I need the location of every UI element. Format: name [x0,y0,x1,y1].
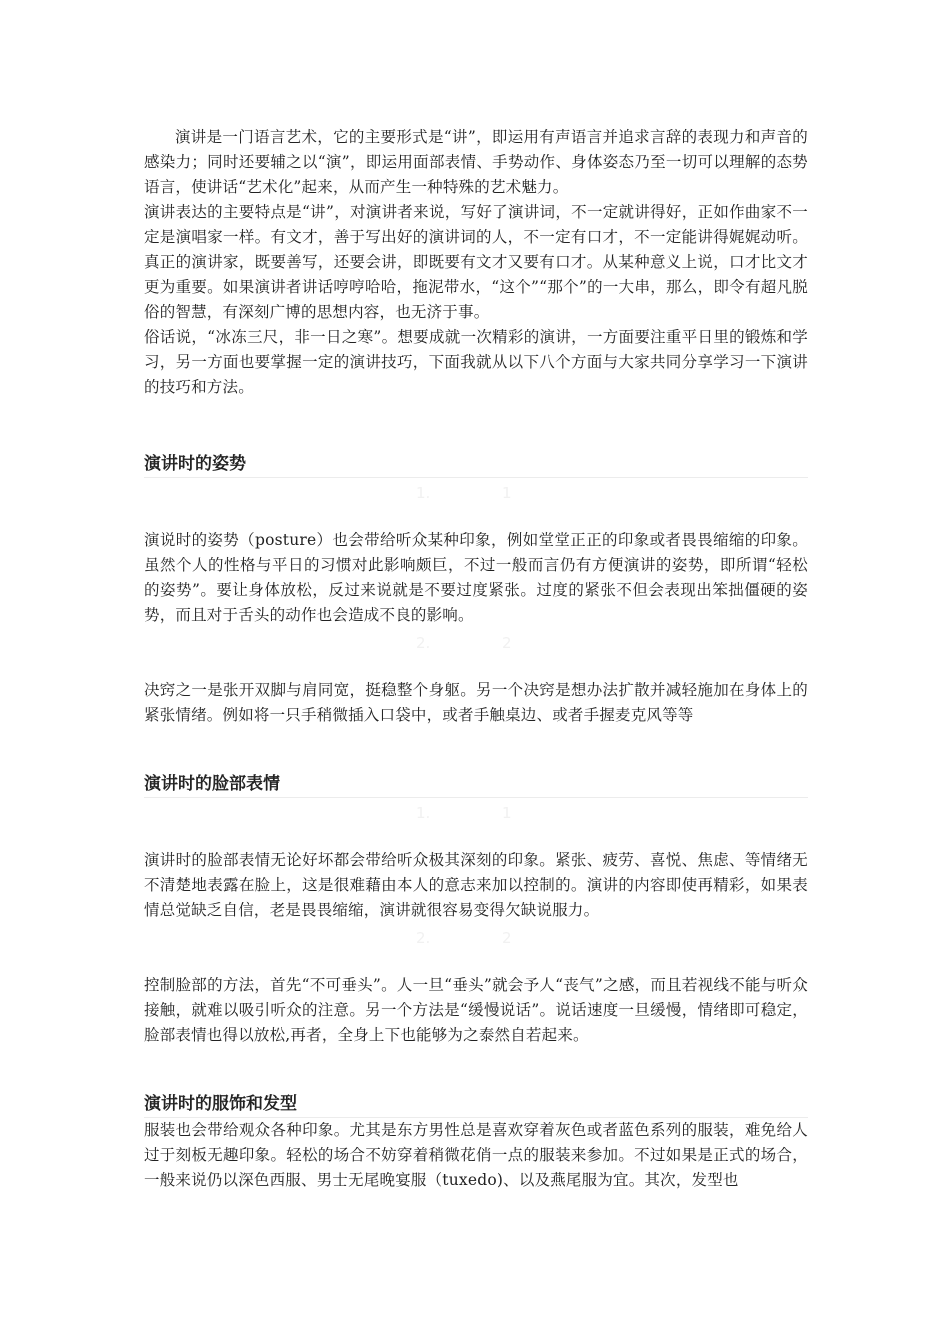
section-heading-facial-expression: 演讲时的脸部表情 [144,772,808,798]
list-marker-number: 2. [416,634,431,652]
list-marker [144,798,808,848]
expression-paragraph-1: 演讲时的脸部表情无论好坏都会带给听众极其深刻的印象。紧张、疲劳、喜悦、焦虑、等情绪无不清楚地表露在脸上，这是很难藉由本人的意志来加以控制的。演讲的内容即使再精彩，如果表情总觉缺乏自信，老是畏畏缩缩，演讲就很容易变得欠缺说服力。 [144,851,808,919]
posture-paragraph-1: 演说时的姿势（posture）也会带给听众某种印象，例如堂堂正正的印象或者畏畏缩缩的印象。虽然个人的性格与平日的习惯对此影响颇巨，不过一般而言仍有方便演讲的姿势，即所谓“轻松的姿势”。要让身体放松，反过来说就是不要过度紧张。过度的紧张不但会表现出笨拙僵硬的姿势，而且对于舌头的动作也会造成不良的影响。 [144,531,808,624]
list-marker-number: 1. [416,804,431,822]
intro-paragraph-3: 俗话说，“冰冻三尺，非一日之寒”。想要成就一次精彩的演讲，一方面要注重平日里的锻炼和学习，另一方面也要掌握一定的演讲技巧，下面我就从以下八个方面与大家共同分享学习一下演讲的技巧和方法。 [144,328,808,396]
list-marker-label: 1 [502,484,512,502]
list-marker-number: 1. [416,484,431,502]
expression-paragraph-2: 控制脸部的方法，首先“不可垂头”。人一旦“垂头”就会予人“丧气”之感，而且若视线不能与听众接触，就难以吸引听众的注意。另一个方法是“缓慢说话”。说话速度一旦缓慢，情绪即可稳定，脸部表情也得以放松,再者，全身上下也能够为之泰然自若起来。 [144,976,808,1044]
list-marker-label: 2 [502,634,512,652]
list-marker-label: 1 [502,804,512,822]
list-marker [144,923,808,973]
intro-paragraph-1: 演讲是一门语言艺术，它的主要形式是“讲”，即运用有声语言并追求言辞的表现力和声音的感染力；同时还要辅之以“演”，即运用面部表情、手势动作、身体姿态乃至一切可以理解的态势语言，使讲话“艺术化”起来，从而产生一种特殊的艺术魅力。 [144,128,808,196]
list-marker-number: 2. [416,929,431,947]
intro-paragraph-2: 演讲表达的主要特点是“讲”，对演讲者来说，写好了演讲词，不一定就讲得好，正如作曲家不一定是演唱家一样。有文才，善于写出好的演讲词的人，不一定有口才，不一定能讲得娓娓动听。真正的演讲家，既要善写，还要会讲，即既要有文才又要有口才。从某种意义上说，口才比文才更为重要。如果演讲者讲话哼哼哈哈，拖泥带水，“这个”“那个”的一大串，那么，即令有超凡脱俗的智慧，有深刻广博的思想内容，也无济于事。 [144,203,808,321]
posture-paragraph-2: 决窍之一是张开双脚与肩同宽，挺稳整个身躯。另一个决窍是想办法扩散并减轻施加在身体上的紧张情绪。例如将一只手稍微插入口袋中，或者手触桌边、或者手握麦克风等等 [144,681,808,724]
list-marker [144,478,808,528]
clothing-paragraph-1: 服装也会带给观众各种印象。尤其是东方男性总是喜欢穿着灰色或者蓝色系列的服装，难免给人过于刻板无趣印象。轻松的场合不妨穿着稍微花俏一点的服装来参加。不过如果是正式的场合，一般来说仍以深色西服、男士无尾晚宴服（tuxedo)、以及燕尾服为宜。其次，发型也 [144,1121,808,1189]
document-page [144,125,808,1193]
list-marker [144,628,808,678]
list-marker-label: 2 [502,929,512,947]
section-heading-clothing-hairstyle: 演讲时的服饰和发型 [144,1092,808,1118]
section-heading-posture: 演讲时的姿势 [144,452,808,478]
